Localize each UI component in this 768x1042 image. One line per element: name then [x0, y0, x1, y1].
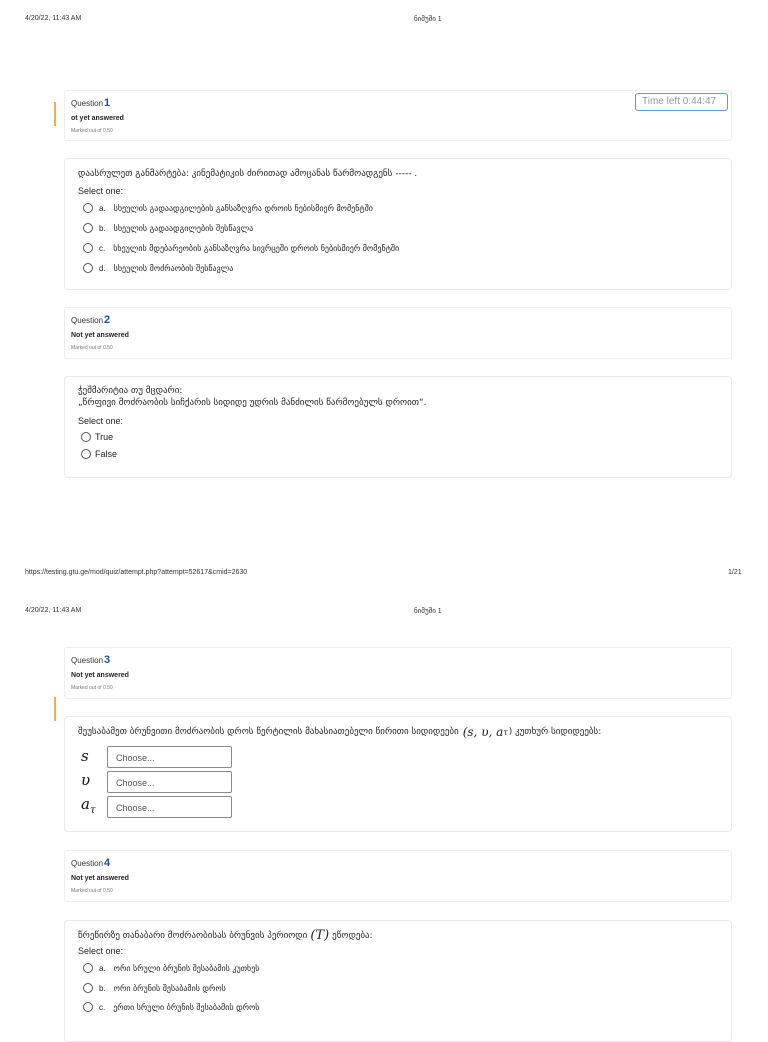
select-one-prompt: Select one:: [78, 946, 124, 956]
question-2-label: Question2: [71, 314, 111, 326]
option-d[interactable]: d. სხეულის მოძრაობის შესწავლა: [83, 263, 233, 273]
question-4-state: Not yet answered: [71, 875, 129, 882]
radio-button[interactable]: [81, 449, 91, 459]
question-4-info: [64, 850, 732, 902]
question-3-state: Not yet answered: [71, 672, 129, 679]
symbol-a-tau: $a_\tau$: [81, 795, 96, 816]
radio-button[interactable]: [83, 963, 93, 973]
question-2-number: 2: [104, 314, 111, 326]
option-c[interactable]: c. ერთი სრული ბრუნის შესაბამის დროს: [83, 1002, 259, 1012]
question-3-text: შეუსაბამეთ ბრუნვითი მოძრაობის დროს წერტილის მახასიათებელი წირითი სიდიდეები (s, υ, a τ ) კუთხურ სიდიდეებს:: [78, 725, 602, 739]
question-1-state: ot yet answered: [71, 115, 124, 122]
option-true[interactable]: True: [81, 432, 113, 442]
question-2-info: [64, 307, 732, 359]
question-4-text: წრეწირზე თანაბარი მოძრაობისას ბრუნვის პერიოდი (T) ეწოდება:: [78, 928, 373, 943]
question-3-number: 3: [104, 654, 111, 666]
question-1-grade: Marked out of 0.50: [71, 128, 113, 134]
match-select-s[interactable]: Choose...: [107, 746, 232, 768]
radio-button[interactable]: [83, 263, 93, 273]
question-2-content: [64, 376, 732, 478]
radio-button[interactable]: [83, 203, 93, 213]
match-select-a-tau[interactable]: Choose...: [107, 796, 232, 818]
question-3-grade: Marked out of 0.50: [71, 685, 113, 691]
question-1-info: [64, 90, 732, 141]
question-2-text-line2: „წრფივი მოძრაობის სიჩქარის სიდიდე უდრის მანძილის წარმოებულს დროით“.: [78, 398, 427, 408]
question-4-number: 4: [104, 857, 111, 869]
option-b[interactable]: b. სხეულის გადაადგილების შესწავლა: [83, 223, 253, 233]
question-2-text-line1: ჭეშმარიტია თუ მცდარი:: [78, 386, 183, 396]
question-1-label: Question1: [71, 97, 111, 109]
option-a[interactable]: a. ორი სრული ბრუნის შესაბამის კუთხეს: [83, 963, 259, 973]
radio-button[interactable]: [81, 432, 91, 442]
question-2-state: Not yet answered: [71, 332, 129, 339]
question-4-grade: Marked out of 0.50: [71, 888, 113, 894]
option-false[interactable]: False: [81, 449, 117, 459]
radio-button[interactable]: [83, 1002, 93, 1012]
flag-indicator: [54, 102, 56, 126]
question-3-content: [64, 716, 732, 832]
question-1-content: [64, 158, 732, 290]
question-1-text: დაასრულეთ განმარტება: კინემატიკის ძირითად ამოცანას წარმოადგენს ----- .: [78, 169, 418, 179]
flag-indicator: [54, 697, 56, 721]
select-one-prompt: Select one:: [78, 416, 124, 426]
print-datetime: 4/20/22, 11:43 AM: [25, 607, 82, 614]
question-2-grade: Marked out of 0.50: [71, 345, 113, 351]
symbol-s: s: [81, 747, 89, 765]
print-document-title: ნიმუში 1: [414, 16, 442, 23]
radio-button[interactable]: [83, 983, 93, 993]
question-4-label: Question4: [71, 857, 111, 869]
match-select-v[interactable]: Choose...: [107, 771, 232, 793]
select-one-prompt: Select one:: [78, 186, 124, 196]
radio-button[interactable]: [83, 223, 93, 233]
question-3-info: [64, 647, 732, 699]
option-c[interactable]: c. სხეულის მდებარეობის განსაზღვრა სივრცეში დროის ნებისმიერ მომენტში: [83, 243, 399, 253]
option-b[interactable]: b. ორი ბრუნის შესაბამის დროს: [83, 983, 226, 993]
print-url: https://testing.gtu.ge/mod/quiz/attempt.php?attempt=52617&cmid=2630: [25, 569, 248, 576]
question-1-number: 1: [104, 97, 111, 109]
print-datetime: 4/20/22, 11:43 AM: [25, 15, 82, 22]
timer-box: Time left 0:44:47: [635, 93, 728, 111]
option-a[interactable]: a. სხეულის გადაადგილების განსაზღვრა დროის ნებისმიერ მომენტში: [83, 203, 373, 213]
symbol-v: υ: [81, 771, 91, 789]
radio-button[interactable]: [83, 243, 93, 253]
question-3-label: Question3: [71, 654, 111, 666]
print-document-title: ნიმუში 1: [414, 608, 442, 615]
print-page-counter: 1/21: [728, 569, 742, 576]
